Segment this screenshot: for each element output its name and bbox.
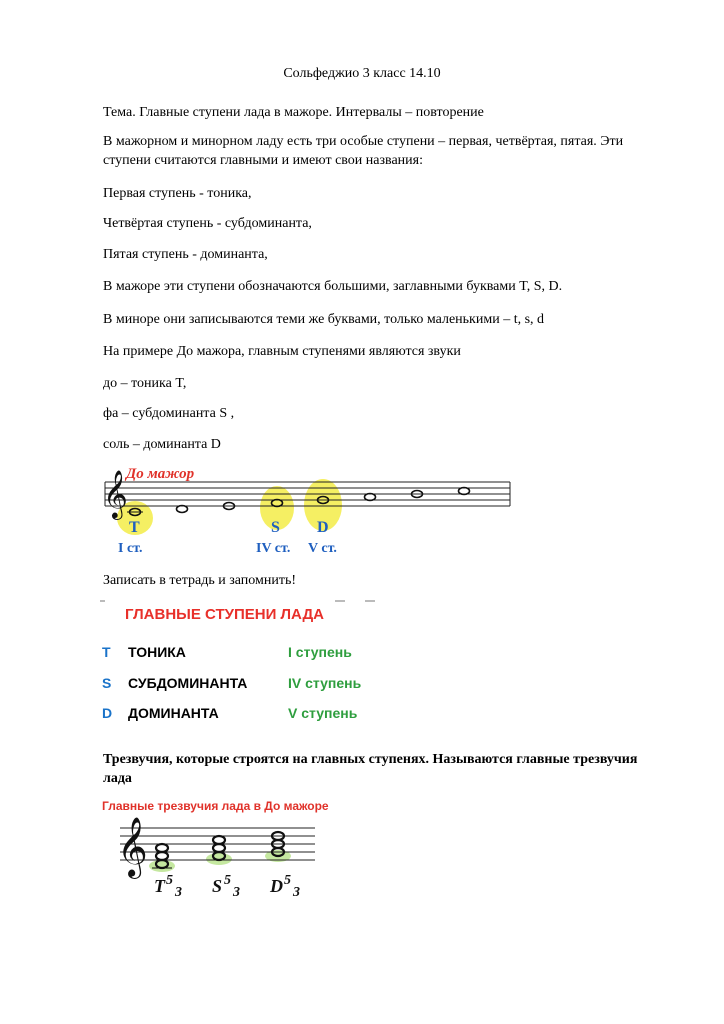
triads-staff [100,796,360,908]
letter-s: S [271,519,280,536]
table-title: ГЛАВНЫЕ СТУПЕНИ ЛАДА [125,606,324,623]
treble-clef-icon: 𝄞 [103,472,128,518]
degree-line-3: Пятая ступень - доминанта, [103,247,268,262]
note-a [365,494,376,501]
divider [335,600,345,602]
tonic-chord-highlight [149,860,175,872]
chord-labels [154,873,300,900]
row-name: ТОНИКА [128,644,186,660]
degree-line-1: Первая ступень - тоника, [103,186,252,201]
note-d [177,506,188,513]
chord-t-sub: 3 [175,885,182,900]
treble-clef-icon: 𝄞 [117,819,148,876]
scale-caption: До мажор [126,466,195,482]
label-v: V ст. [308,541,337,556]
chord-s-sub: 3 [233,885,240,900]
row-name: ДОМИНАНТА [128,705,219,721]
page-title: Сольфеджио 3 класс 14.10 [283,66,441,81]
chord-s-letter: S [212,876,223,896]
divider [365,600,375,602]
degree-line-2: Четвёртая ступень - субдоминанта, [103,216,312,231]
row-degree: IV ступень [288,675,362,691]
scale-notes [127,488,470,516]
memorize-line: Записать в тетрадь и запомнить! [103,573,297,588]
minor-note: В миноре они записываются теми же буквами, только маленькими – t, s, d [103,312,545,327]
chord-s-sup: 5 [224,873,231,888]
chord-t-letter: T [154,876,165,896]
c-major-scale-staff [100,460,515,560]
note-c2 [459,488,470,495]
triads-paragraph: Трезвучия, которые строятся на главных ступенях. Называются главные трезвучия лада [103,752,638,786]
row-degree: V ступень [288,705,358,721]
chord-d-sup: 5 [284,873,291,888]
topic-line: Тема. Главные ступени лада в мажоре. Интервалы – повторение [103,105,484,120]
major-note: В мажоре эти ступени обозначаются большими, заглавными буквами T, S, D. [103,279,563,294]
label-i: I ст. [118,541,143,556]
main-degrees-table [100,600,390,728]
label-iv: IV ст. [256,541,291,556]
row-name: СУБДОМИНАНТА [128,675,248,691]
row-letter: D [102,705,113,721]
triads-caption: Главные трезвучия лада в До мажоре [102,799,329,813]
divider [100,600,105,602]
letter-d: D [317,519,329,536]
example-line-2: фа – субдоминанта S , [103,406,235,421]
row-letter: S [102,675,112,691]
chord-d-letter: D [270,876,283,896]
chord-t-sup: 5 [166,873,173,888]
letter-t: T [129,519,140,536]
row-letter: T [102,644,111,660]
row-degree: I ступень [288,644,352,660]
example-line-3: соль – доминанта D [103,437,221,452]
intro-paragraph: В мажорном и минорном ладу есть три особые ступени – первая, четвёртая, пятая. Эти ступени считаются главными и имеют свои названия: [103,134,624,168]
example-intro: На примере До мажора, главным ступенями являются звуки [103,344,461,359]
chord-d-sub: 3 [293,885,300,900]
example-line-1: до – тоника T, [103,376,187,391]
